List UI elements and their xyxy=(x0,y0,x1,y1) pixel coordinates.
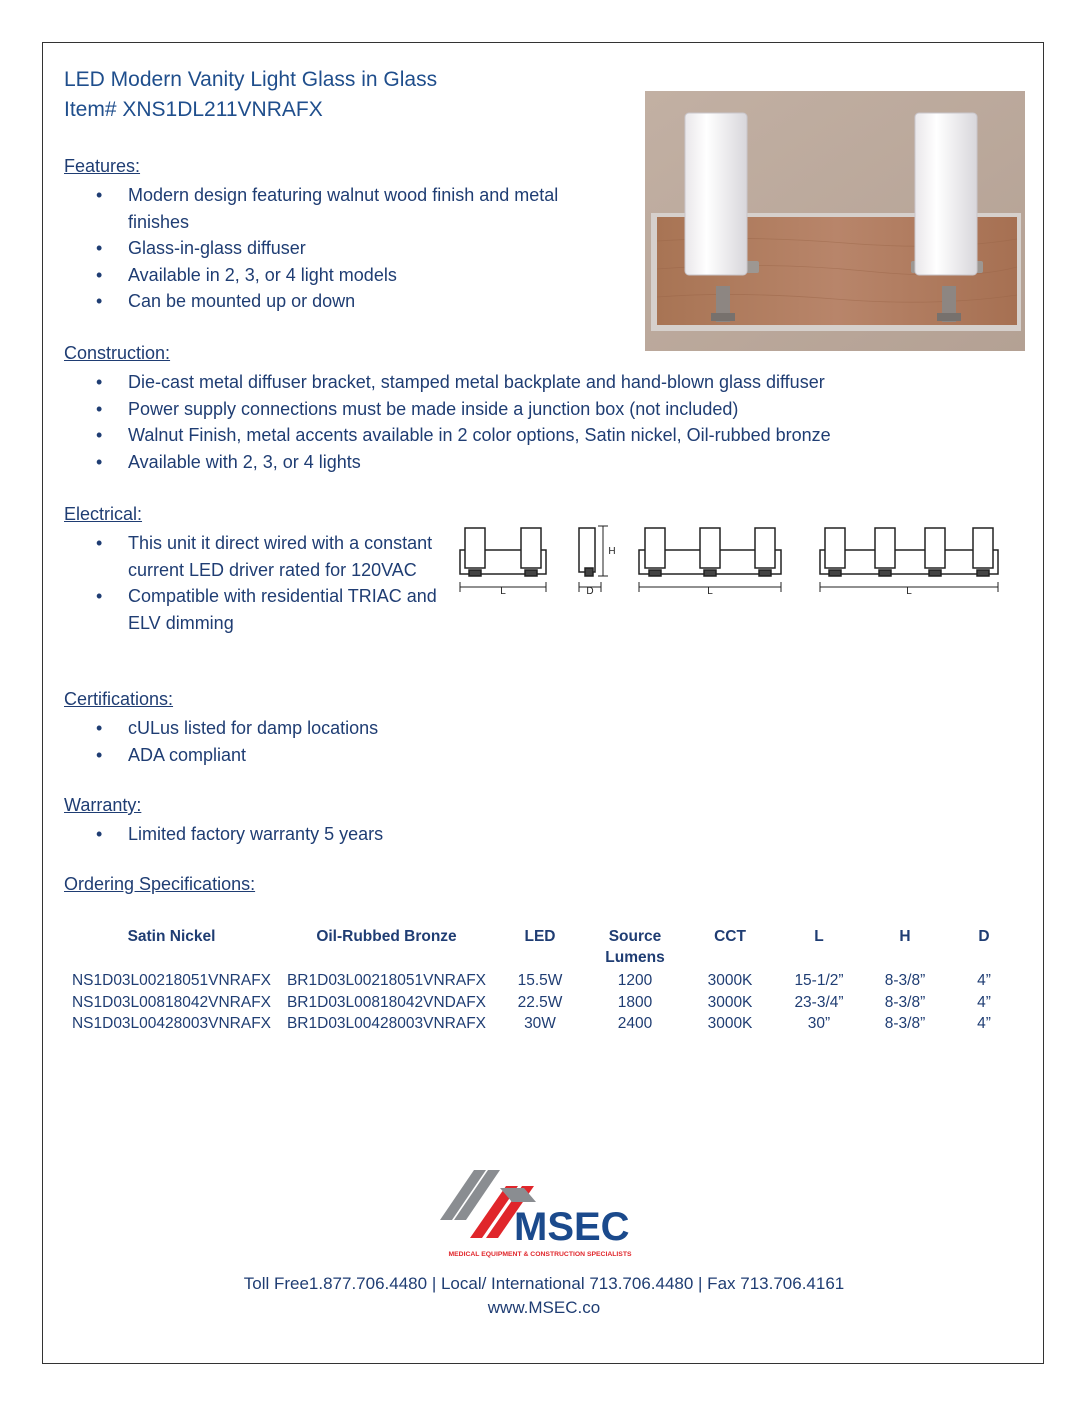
construction-heading: Construction: xyxy=(64,343,171,363)
list-item: • cULus listed for damp locations xyxy=(64,715,564,742)
item-number: Item# XNS1DL211VNRAFX xyxy=(64,98,323,121)
diagram-side-view xyxy=(579,526,608,592)
list-item: • Can be mounted up or down xyxy=(64,288,624,315)
list-item: • Available with 2, 3, or 4 lights xyxy=(64,449,964,476)
table-cell: 4” xyxy=(977,1015,991,1032)
column-header: Oil-Rubbed Bronze xyxy=(316,928,457,945)
table-cell: NS1D03L00818042VNRAFX xyxy=(71,993,272,1011)
table-cell: 1200 xyxy=(617,972,653,989)
table-cell: 3000K xyxy=(707,993,753,1011)
list-item: • Glass-in-glass diffuser xyxy=(64,235,624,262)
warranty-heading: Warranty: xyxy=(64,795,142,815)
depth-label: D xyxy=(586,586,594,597)
table-row xyxy=(64,1013,1020,1035)
electrical-heading: Electrical: xyxy=(64,504,143,524)
list-item: • Available in 2, 3, or 4 light models xyxy=(64,262,624,289)
logo-tagline: MEDICAL EQUIPMENT & CONSTRUCTION SPECIALISTS xyxy=(448,1251,632,1258)
ordering-table xyxy=(64,924,1020,1035)
table-cell: 8-3/8” xyxy=(884,993,926,1011)
msec-logo xyxy=(440,1168,640,1260)
table-cell: NS1D03L00428003VNRAFX xyxy=(71,1015,272,1032)
product-photo xyxy=(645,91,1025,351)
table-cell: 3000K xyxy=(707,972,753,989)
warranty-list xyxy=(64,821,564,848)
ordering-heading: Ordering Specifications: xyxy=(64,874,256,894)
features-heading: Features: xyxy=(64,156,141,176)
table-cell: 2400 xyxy=(617,1015,653,1032)
table-cell: 30W xyxy=(524,1015,556,1032)
height-label: H xyxy=(608,546,616,557)
table-cell: 8-3/8” xyxy=(884,972,926,989)
product-title: LED Modern Vanity Light Glass in Glass xyxy=(64,68,438,91)
length-label: L xyxy=(906,586,912,597)
table-cell: 15.5W xyxy=(517,972,563,989)
table-cell: 4” xyxy=(977,972,991,989)
column-header: LED xyxy=(524,928,556,945)
table-cell: 30” xyxy=(807,1015,831,1032)
list-item: • This unit it direct wired with a constant current LED driver rated for 120VAC xyxy=(64,530,444,583)
column-header: CCT xyxy=(714,928,746,945)
list-item: • Power supply connections must be made inside a junction box (not included) xyxy=(64,396,964,423)
diagram-4-light xyxy=(820,528,998,592)
column-header: Satin Nickel xyxy=(127,928,216,945)
dimension-diagrams xyxy=(455,520,1005,600)
table-header-row xyxy=(64,924,1020,970)
features-list xyxy=(64,182,624,315)
table-cell: 3000K xyxy=(707,1015,753,1032)
footer-contact: Toll Free1.877.706.4480 | Local/ International 713.706.4480 | Fax 713.706.4161 xyxy=(243,1274,845,1293)
column-header: Source Lumens xyxy=(605,928,665,966)
table-cell: 15-1/2” xyxy=(794,972,844,989)
column-header: L xyxy=(814,928,824,945)
table-cell: BR1D03L00428003VNRAFX xyxy=(286,1015,487,1032)
column-header: H xyxy=(899,928,911,945)
list-item: • Compatible with residential TRIAC and ELV dimming xyxy=(64,583,444,636)
certifications-list xyxy=(64,715,564,768)
electrical-list xyxy=(64,530,444,636)
list-item: • ADA compliant xyxy=(64,742,564,769)
table-cell: 8-3/8” xyxy=(884,1015,926,1032)
table-cell: BR1D03L00818042VNDAFX xyxy=(286,993,487,1011)
certifications-heading: Certifications: xyxy=(64,689,174,709)
table-row xyxy=(64,970,1020,992)
length-label: L xyxy=(707,586,713,597)
table-cell: BR1D03L00218051VNRAFX xyxy=(286,972,487,989)
table-cell: 22.5W xyxy=(517,993,563,1011)
table-cell: NS1D03L00218051VNRAFX xyxy=(71,972,272,989)
table-cell: 4” xyxy=(977,993,991,1011)
length-label: L xyxy=(500,586,506,597)
footer-website[interactable]: www.MSEC.co xyxy=(487,1298,601,1317)
list-item: • Walnut Finish, metal accents available in 2 color options, Satin nickel, Oil-rubbed bronze xyxy=(64,422,964,449)
table-cell: 1800 xyxy=(617,993,653,1011)
logo-text: MSEC xyxy=(514,1205,630,1249)
diagram-3-light xyxy=(639,528,781,592)
list-item: • Limited factory warranty 5 years xyxy=(64,821,564,848)
construction-list xyxy=(64,369,964,475)
list-item: • Die-cast metal diffuser bracket, stamped metal backplate and hand-blown glass diffuser xyxy=(64,369,964,396)
table-row xyxy=(64,992,1020,1014)
list-item: • Modern design featuring walnut wood finish and metal finishes xyxy=(64,182,624,235)
column-header: D xyxy=(978,928,990,945)
table-cell: 23-3/4” xyxy=(794,993,844,1011)
diagram-2-light xyxy=(460,528,546,592)
